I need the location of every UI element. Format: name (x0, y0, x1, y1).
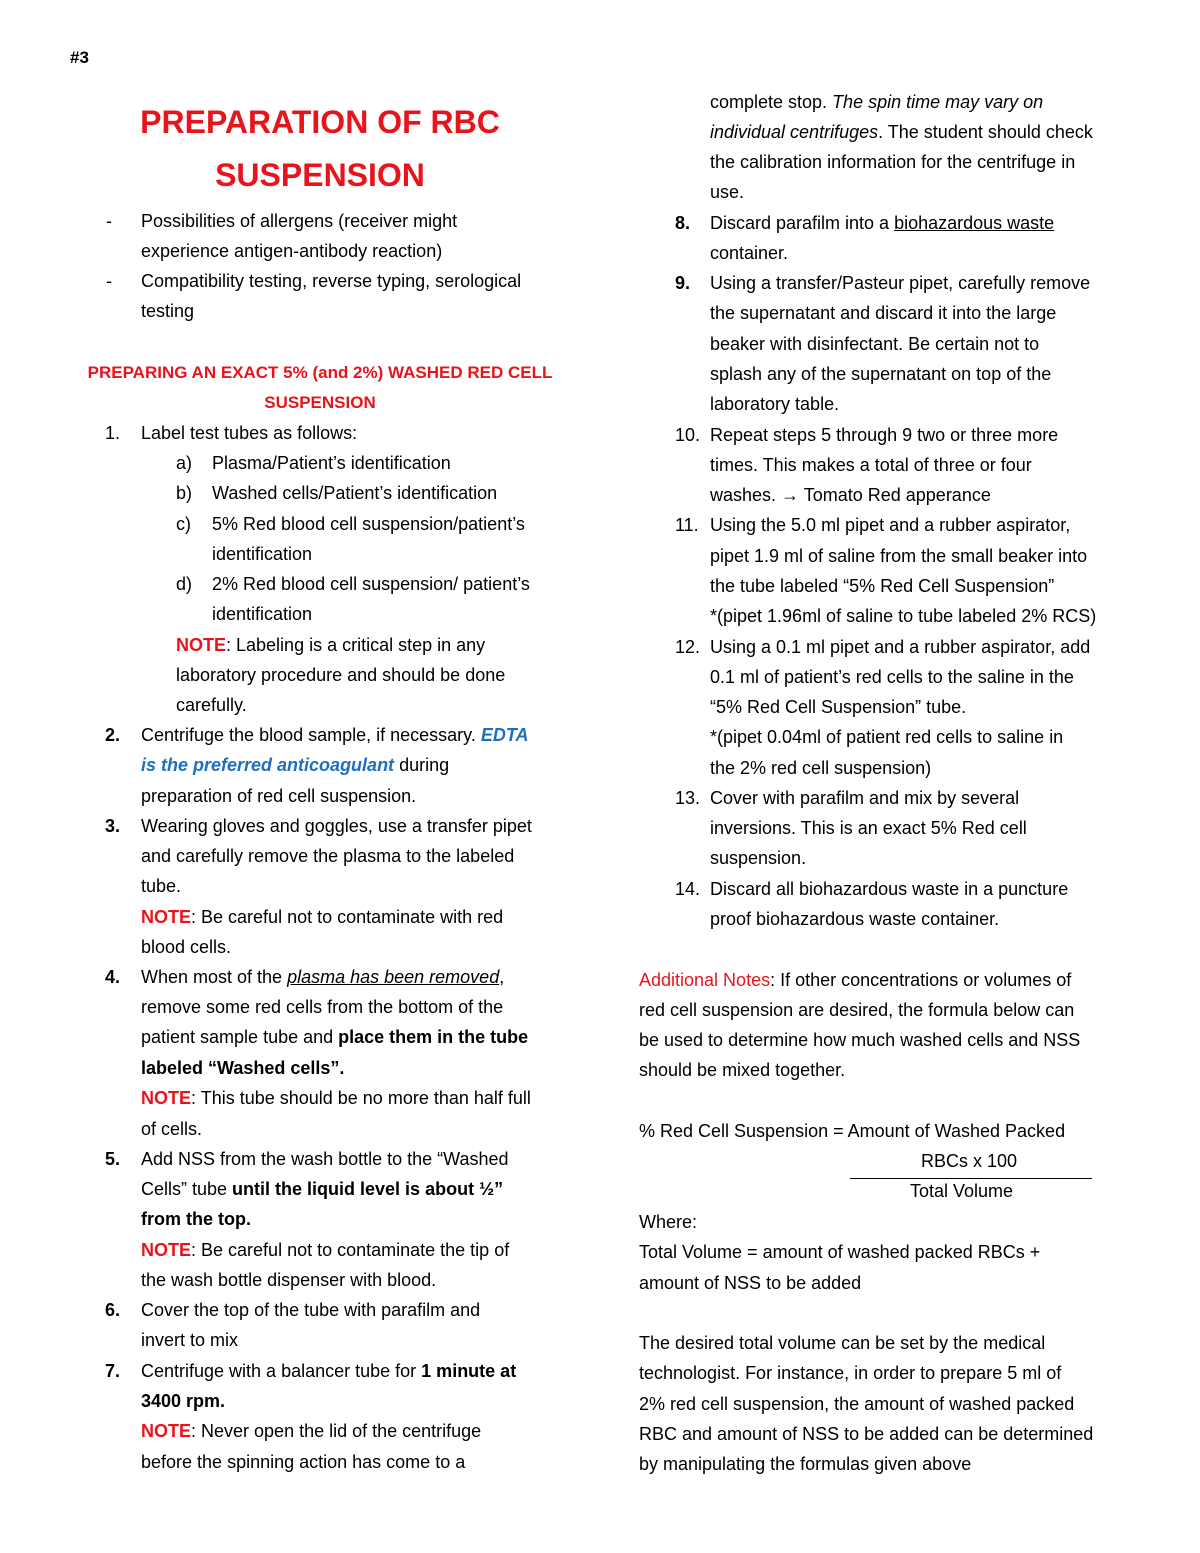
step-10-line-3 (710, 480, 991, 510)
step-5-line-2 (141, 1174, 503, 1204)
emphasis-text: EDTA (480, 725, 529, 745)
title-line-2: SUSPENSION (215, 157, 425, 193)
step-text: complete stop. (710, 92, 833, 112)
step-number: 14. (675, 879, 701, 899)
step-text: tube. (141, 876, 182, 896)
additional-notes-text: should be mixed together. (639, 1060, 846, 1080)
underlined-text: biohazardous waste (894, 213, 1055, 233)
step-text: container. (710, 243, 789, 263)
note-text: : This tube should be no more than half full (191, 1088, 531, 1108)
subitem-text: 5% Red blood cell suspension/patient’s (212, 514, 525, 534)
step-2-line-3: preparation of red cell suspension. (141, 786, 417, 806)
step-number: 2. (105, 725, 121, 745)
closing-text: 2% red cell suspension, the amount of washed packed (639, 1394, 1075, 1414)
step-text: the supernatant and discard it into the large (710, 303, 1057, 323)
additional-notes (639, 965, 1071, 995)
note-text: before the spinning action has come to a (141, 1452, 466, 1472)
bullet-dash: - (106, 271, 112, 291)
step-text: the 2% red cell suspension) (710, 758, 932, 778)
step-number: 1. (105, 423, 121, 443)
step-text: splash any of the supernatant on top of the (710, 364, 1052, 384)
additional-notes-text: red cell suspension are desired, the formula below can (639, 1000, 1075, 1020)
step-text: invert to mix (141, 1330, 239, 1350)
note-label: NOTE (141, 1088, 192, 1108)
step-text: Using a transfer/Pasteur pipet, carefully remove (710, 273, 1091, 293)
note-text: of cells. (141, 1119, 203, 1139)
step-text: suspension. (710, 848, 807, 868)
note-label: NOTE (141, 907, 192, 927)
note-text: blood cells. (141, 937, 232, 957)
italic-text: The spin time may vary on (832, 92, 1044, 112)
step-text: Centrifuge the blood sample, if necessary. (141, 725, 481, 745)
step-text: Discard all biohazardous waste in a puncture (710, 879, 1069, 899)
step-number: 12. (675, 637, 701, 657)
step-text: the tube labeled “5% Red Cell Suspension” (710, 576, 1055, 596)
bold-text: 1 minute at (421, 1361, 517, 1381)
step-text: Tomato Red apperance (799, 485, 991, 505)
note (141, 1083, 531, 1113)
formula-line-1: % Red Cell Suspension = Amount of Washed Packed (639, 1121, 1066, 1141)
formula-denominator: Total Volume (910, 1181, 1014, 1201)
note-text: : Labeling is a critical step in any (226, 635, 486, 655)
step-text: and carefully remove the plasma to the labeled (141, 846, 515, 866)
additional-notes-text: : If other concentrations or volumes of (770, 970, 1072, 990)
page-title (70, 96, 570, 202)
italic-text: individual centrifuges (710, 122, 879, 142)
step-2-line-2 (141, 750, 449, 780)
step-text: *(pipet 0.04ml of patient red cells to saline in (710, 727, 1064, 747)
step-text: inversions. This is an exact 5% Red cell (710, 818, 1027, 838)
page-number: #3 (70, 48, 89, 67)
step-4-line-1 (141, 962, 504, 992)
step-7-cont-line-1 (710, 87, 1043, 117)
step-text: during (394, 755, 450, 775)
step-text: Cover the top of the tube with parafilm and (141, 1300, 481, 1320)
section-heading-line-2: SUSPENSION (264, 393, 376, 412)
note-label: NOTE (141, 1240, 192, 1260)
step-number: 3. (105, 816, 121, 836)
step-text: patient sample tube and (141, 1027, 339, 1047)
step-number: 8. (675, 213, 691, 233)
step-text: Using a 0.1 ml pipet and a rubber aspirator, add (710, 637, 1091, 657)
step-number: 13. (675, 788, 701, 808)
subitem-text: 2% Red blood cell suspension/ patient’s (212, 574, 530, 594)
subitem-text: Plasma/Patient’s identification (212, 453, 451, 473)
subitem-text: identification (212, 544, 313, 564)
step-number: 10. (675, 425, 701, 445)
closing-text: RBC and amount of NSS to be added can be determined (639, 1424, 1094, 1444)
step-text: proof biohazardous waste container. (710, 909, 1000, 929)
step-text: “5% Red Cell Suspension” tube. (710, 697, 967, 717)
step-number: 6. (105, 1300, 121, 1320)
additional-notes-text: be used to determine how much washed cells and NSS (639, 1030, 1081, 1050)
bold-text: until the liquid level is about ½” (232, 1179, 504, 1199)
bold-text: labeled “Washed cells”. (141, 1058, 345, 1078)
bullet-1-line-2: experience antigen-antibody reaction) (141, 241, 443, 261)
note (141, 1416, 481, 1446)
closing-text: The desired total volume can be set by the medical (639, 1333, 1046, 1353)
step-number: 9. (675, 273, 691, 293)
note-text: : Be careful not to contaminate with red (191, 907, 504, 927)
subitem-letter: a) (176, 453, 193, 473)
step-4-line-3 (141, 1022, 528, 1052)
note (141, 902, 503, 932)
bullet-2-line-1: Compatibility testing, reverse typing, serological (141, 271, 522, 291)
subitem-letter: b) (176, 483, 193, 503)
formula-where: Where: (639, 1212, 698, 1232)
note (176, 630, 485, 660)
step-text: remove some red cells from the bottom of the (141, 997, 504, 1017)
step-8-line-1 (710, 208, 1054, 238)
bold-text: 3400 rpm. (141, 1391, 226, 1411)
section-heading-line-1: PREPARING AN EXACT 5% (and 2%) WASHED RED CELL (87, 363, 553, 382)
emphasis-text: is the preferred anticoagulant (141, 755, 395, 775)
note-label: NOTE (176, 635, 227, 655)
step-text: Using the 5.0 ml pipet and a rubber aspirator, (710, 515, 1071, 535)
step-text: the calibration information for the centrifuge in (710, 152, 1076, 172)
closing-text: by manipulating the formulas given above (639, 1454, 972, 1474)
step-2-line-1 (141, 720, 529, 750)
step-number: 4. (105, 967, 121, 987)
formula-total-volume: Total Volume = amount of washed packed RBCs + (639, 1242, 1041, 1262)
emphasis-text: plasma has been removed (287, 967, 500, 987)
step-text: 0.1 ml of patient’s red cells to the saline in the (710, 667, 1074, 687)
subitem-letter: c) (176, 514, 191, 534)
step-number: 5. (105, 1149, 121, 1169)
step-text: use. (710, 182, 745, 202)
note-label: NOTE (141, 1421, 192, 1441)
step-7-cont-line-2 (710, 117, 1093, 147)
step-text: Cover with parafilm and mix by several (710, 788, 1020, 808)
title-line-1: PREPARATION OF RBC (140, 104, 500, 140)
step-text: laboratory table. (710, 394, 840, 414)
note (141, 1235, 509, 1265)
note-text: : Be careful not to contaminate the tip of (191, 1240, 510, 1260)
formula-total-volume: amount of NSS to be added (639, 1273, 862, 1293)
step-text: When most of the (141, 967, 288, 987)
step-text: times. This makes a total of three or four (710, 455, 1032, 475)
bold-text: from the top. (141, 1209, 251, 1229)
formula-numerator: RBCs x 100 (921, 1151, 1018, 1171)
step-text: Wearing gloves and goggles, use a transfer pipet (141, 816, 532, 836)
arrow-right-icon: → (781, 485, 800, 505)
step-text: *(pipet 1.96ml of saline to tube labeled 2% RCS) (710, 606, 1097, 626)
step-text: Discard parafilm into a (710, 213, 895, 233)
note-text: carefully. (176, 695, 247, 715)
bold-text: place them in the tube (338, 1027, 529, 1047)
step-text: washes. (710, 485, 782, 505)
subitem-text: identification (212, 604, 313, 624)
subitem-letter: d) (176, 574, 193, 594)
step-number: 7. (105, 1361, 121, 1381)
step-text: Repeat steps 5 through 9 two or three more (710, 425, 1059, 445)
step-number: 11. (675, 515, 699, 535)
step-text: beaker with disinfectant. Be certain not to (710, 334, 1040, 354)
note-text: the wash bottle dispenser with blood. (141, 1270, 437, 1290)
step-text: Add NSS from the wash bottle to the “Washed (141, 1149, 509, 1169)
step-1-text: Label test tubes as follows: (141, 423, 358, 443)
closing-text: technologist. For instance, in order to prepare 5 ml of (639, 1363, 1062, 1383)
additional-notes-label: Additional Notes (639, 970, 771, 990)
step-text: . The student should check (878, 122, 1093, 142)
bullet-dash: - (106, 211, 112, 231)
bullet-2-line-2: testing (141, 301, 195, 321)
step-text: , (499, 967, 505, 987)
bullet-1-line-1: Possibilities of allergens (receiver might (141, 211, 458, 231)
step-text: Centrifuge with a balancer tube for (141, 1361, 422, 1381)
step-7-line-1 (141, 1356, 516, 1386)
step-text: pipet 1.9 ml of saline from the small beaker into (710, 546, 1088, 566)
step-text: Cells” tube (141, 1179, 233, 1199)
note-text: : Never open the lid of the centrifuge (191, 1421, 482, 1441)
note-text: laboratory procedure and should be done (176, 665, 506, 685)
subitem-text: Washed cells/Patient’s identification (212, 483, 498, 503)
